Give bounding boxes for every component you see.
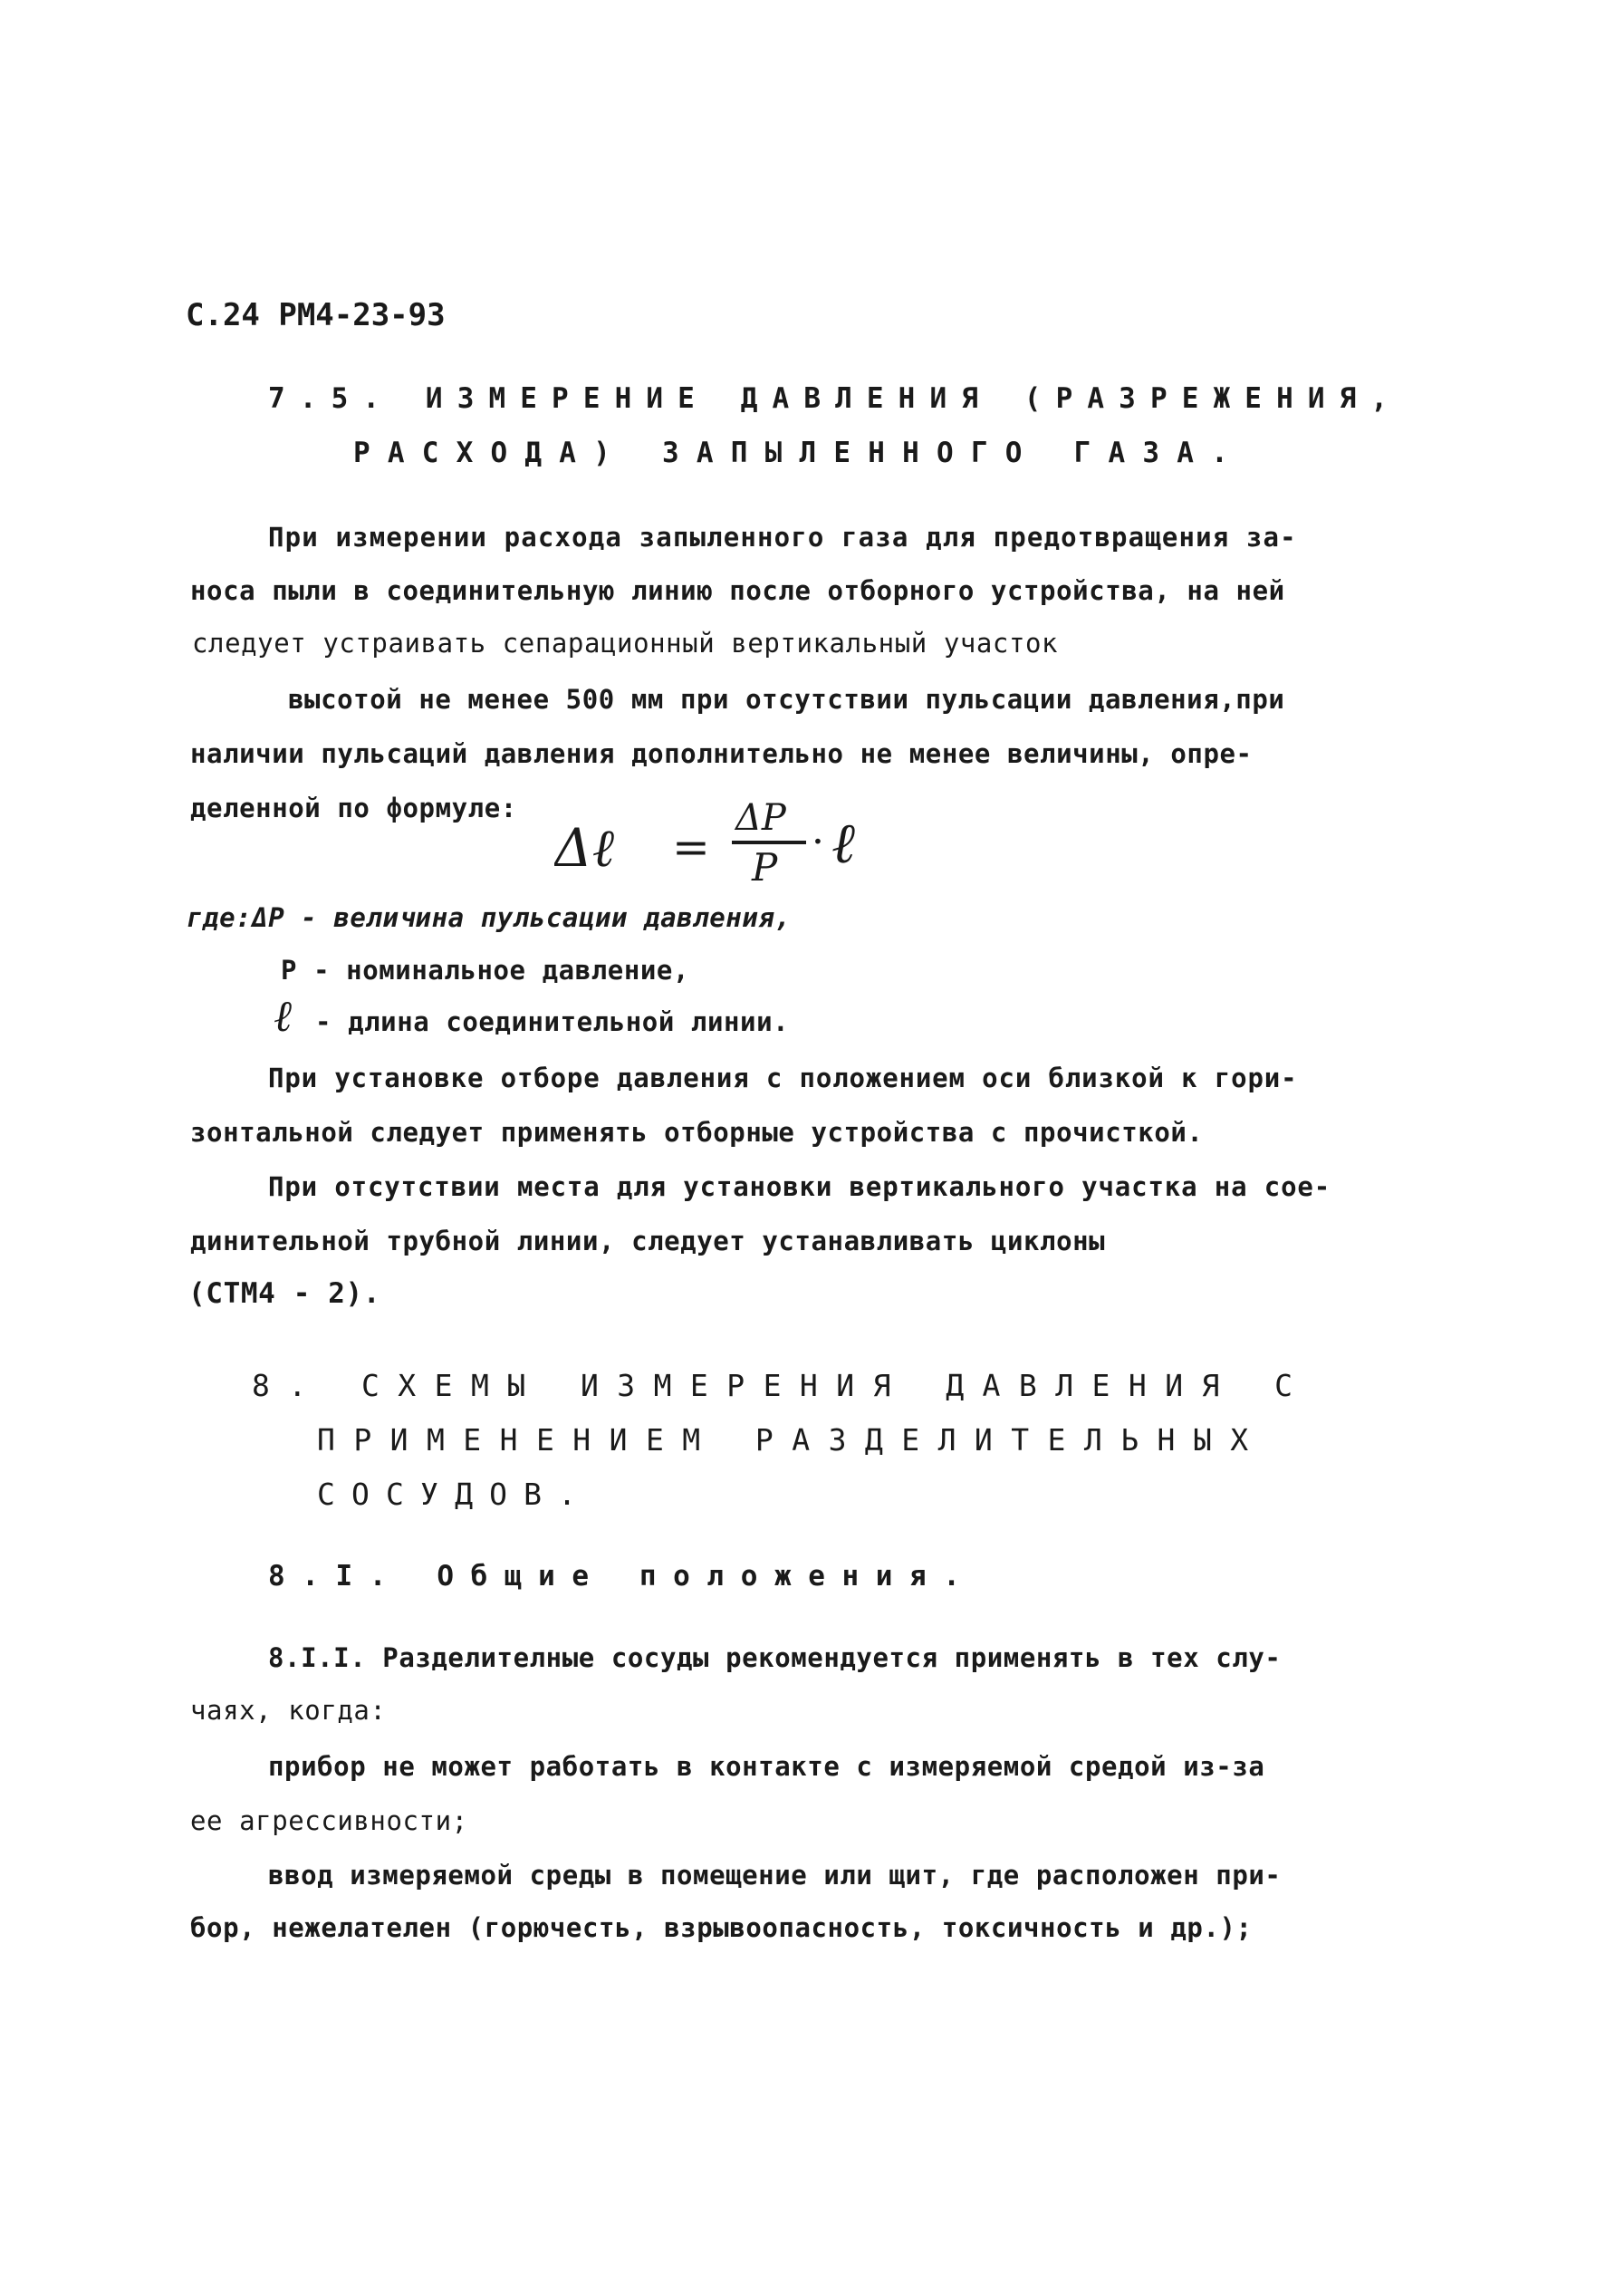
paragraph-4-line3: (СТМ4 - 2). [188, 1277, 381, 1310]
ell-symbol: ℓ [274, 991, 292, 1042]
paragraph-8-1-1-line2: чаях, когда: [190, 1695, 387, 1726]
subsection-8-1-title: 8.I. Общие положения. [268, 1560, 977, 1593]
list-item-1-line1: прибор не может работать в контакте с измеряемой средой из-за [268, 1751, 1265, 1782]
paragraph-1-line3: следует устраивать сепарационный вертикальный участок [192, 628, 1059, 659]
formula-dot: · [812, 819, 824, 865]
section-7-5-title-line1: 7.5. ИЗМЕРЕНИЕ ДАВЛЕНИЯ (РАЗРЕЖЕНИЯ, [268, 382, 1403, 415]
section-7-5-title-line2: РАСХОДА) ЗАПЫЛЕННОГО ГАЗА. [353, 437, 1245, 469]
list-item-2-line1: ввод измеряемой среды в помещение или щит, где расположен при- [268, 1860, 1282, 1891]
formula-rhs: ℓ [831, 810, 855, 876]
paragraph-1-line2: носа пыли в соединительную линию после отборного устройства, на ней [190, 575, 1285, 606]
formula-denominator: P [752, 845, 778, 890]
formula-equals: = [672, 821, 710, 873]
paragraph-2-line2: наличии пульсаций давления дополнительно не менее величины, опре- [190, 738, 1253, 769]
page-header: С.24 РМ4-23-93 [186, 297, 446, 333]
where-line3: - длина соединительной линии. [315, 1006, 790, 1037]
paragraph-2-line3: деленной по формуле: [190, 793, 517, 823]
paragraph-8-1-1-line1: 8.I.I. Разделителные сосуды рекомендуется применять в тех слу- [268, 1642, 1282, 1673]
paragraph-2-line1: высотой не менее 500 мм при отсутствии пульсации давления,при [288, 684, 1285, 715]
list-item-1-line2: ее агрессивности; [190, 1805, 468, 1836]
section-8-title-line1: 8. СХЕМЫ ИЗМЕРЕНИЯ ДАВЛЕНИЯ С [252, 1368, 1312, 1403]
list-item-2-line2: бор, нежелателен (горючесть, взрывоопасность, токсичность и др.); [190, 1912, 1253, 1943]
paragraph-3-line1: При установке отборе давления с положением оси близкой к гори- [268, 1063, 1298, 1093]
section-8-title-line3: СОСУДОВ. [317, 1477, 593, 1512]
where-line2: Р - номинальное давление, [281, 955, 689, 986]
where-line1: где:ΔР - величина пульсации давления, [187, 902, 792, 933]
paragraph-4-line1: При отсутствии места для установки вертикального участка на сое- [268, 1171, 1331, 1202]
paragraph-3-line2: зонтальной следует применять отборные устройства с прочисткой. [190, 1117, 1204, 1148]
paragraph-4-line2: динительной трубной линии, следует устанавливать циклоны [190, 1226, 1106, 1256]
section-8-title-line2: ПРИМЕНЕНИЕМ РАЗДЕЛИТЕЛЬНЫХ [317, 1422, 1267, 1458]
paragraph-1-line1: При измерении расхода запыленного газа для предотвращения за- [268, 522, 1297, 553]
formula-graphic [554, 790, 880, 890]
formula-lhs: Δℓ [554, 817, 615, 879]
formula [554, 790, 880, 890]
formula-numerator: ΔP [735, 797, 786, 839]
